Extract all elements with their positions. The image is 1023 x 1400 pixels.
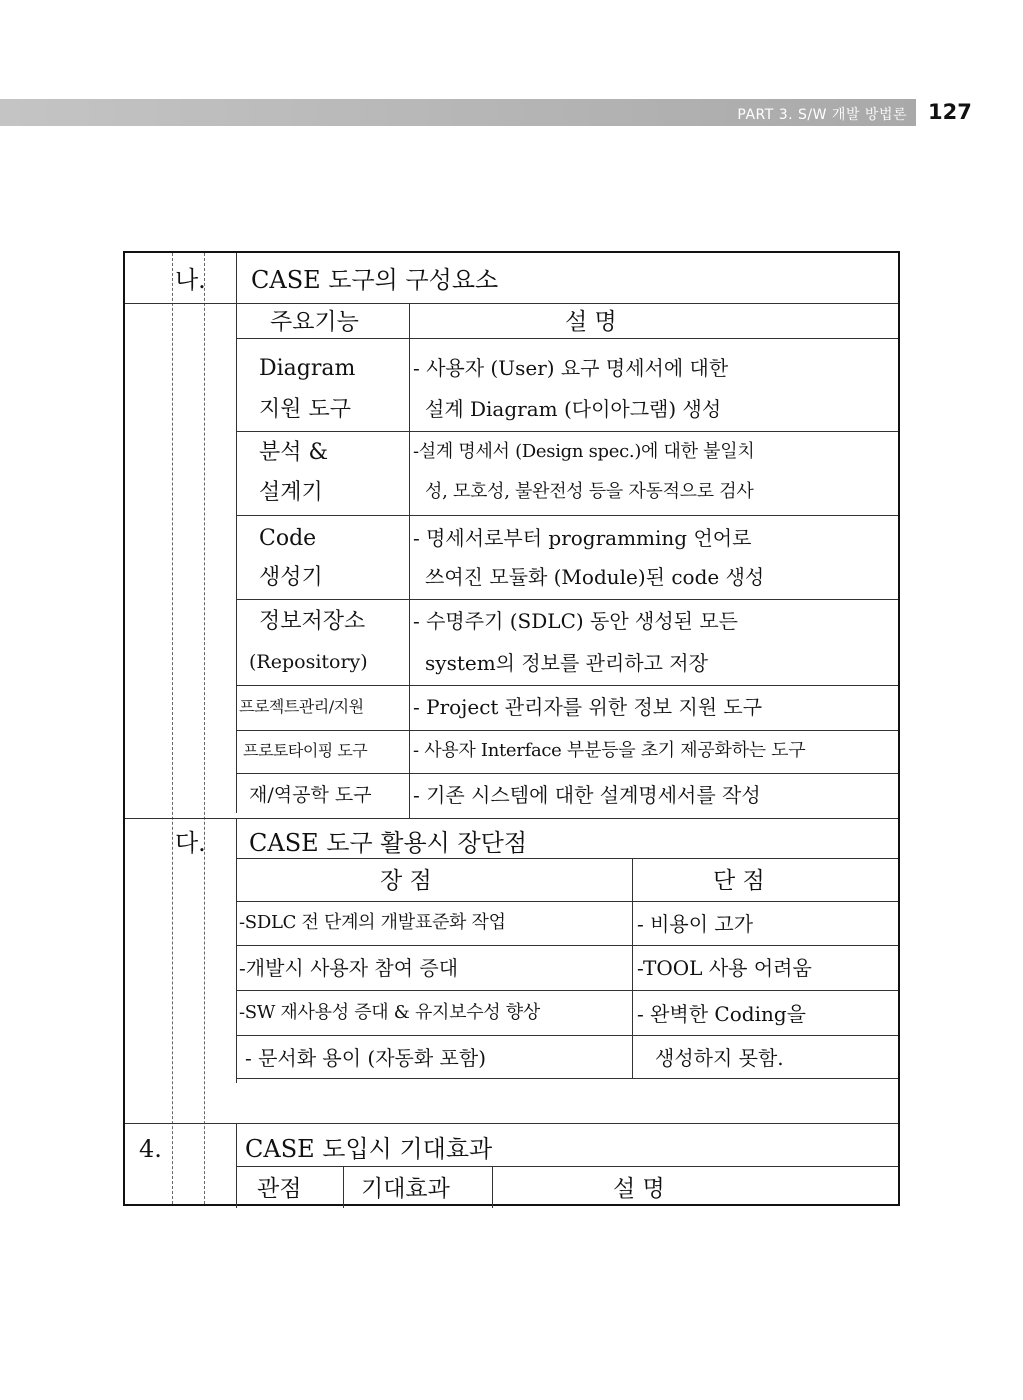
function-cell: 생성기 [259,565,323,590]
function-cell: 프로토타이핑 도구 [243,741,368,760]
notebook-page [123,251,900,1206]
table-line [236,773,898,774]
cons-item: - 완벽한 Coding을 [637,1002,806,1026]
column-header: 주요기능 [270,309,359,335]
margin-line [204,253,205,1204]
column-header: 기대효과 [361,1176,450,1202]
ruled-line [125,303,898,304]
table-line [236,1078,898,1079]
section-number: 나. [175,266,206,294]
column-header: 관점 [257,1176,302,1202]
table-line [236,1123,237,1208]
function-cell: Code [259,526,317,551]
cons-item: - 비용이 고가 [637,912,754,936]
table-line [236,431,898,432]
table-line [236,515,898,516]
function-cell: 정보저장소 [259,609,366,634]
column-header: 설 명 [565,309,617,335]
function-cell: 프로젝트관리/지원 [239,697,364,716]
table-line [236,338,898,339]
section-title: CASE 도입시 기대효과 [245,1135,493,1163]
table-line [236,818,237,1083]
description-cell: -설계 명세서 (Design spec.)에 대한 불일치 [413,441,755,462]
section-number: 4. [139,1135,162,1163]
margin-line [172,253,173,1204]
function-cell: Diagram [259,356,356,381]
pros-item: -SDLC 전 단계의 개발표준화 작업 [239,912,506,933]
header-title: PART 3. S/W 개발 방법론 [737,107,907,123]
table-line [236,990,898,991]
description-cell: - Project 관리자를 위한 정보 지원 도구 [413,695,763,719]
table-line [236,901,898,902]
table-line [343,1166,344,1208]
function-cell: (Repository) [249,651,368,673]
pros-item: -개발시 사용자 참여 증대 [239,956,459,980]
table-line [492,1166,493,1208]
table-line [236,730,898,731]
column-header: 장 점 [380,868,432,894]
description-cell: 설계 Diagram (다이아그램) 생성 [425,397,722,421]
description-cell: - 수명주기 (SDLC) 동안 생성된 모든 [413,609,738,633]
table-line [632,858,633,1078]
table-line [236,253,237,813]
table-line [236,945,898,946]
section-title: CASE 도구의 구성요소 [251,266,499,294]
description-cell: - 사용자 Interface 부분등을 초기 제공화하는 도구 [413,740,806,761]
column-header: 단 점 [713,868,765,894]
description-cell: 쓰여진 모듈화 (Module)된 code 생성 [425,565,765,589]
description-cell: system의 정보를 관리하고 저장 [425,651,708,675]
pros-item: - 문서화 용이 (자동화 포함) [245,1046,486,1070]
table-line [236,599,898,600]
table-line [236,1166,898,1167]
description-cell: - 명세서로부터 programming 언어로 [413,526,752,550]
page-number: 127 [928,100,972,124]
description-cell: 성, 모호성, 불완전성 등을 자동적으로 검사 [425,481,754,502]
description-cell: - 기존 시스템에 대한 설계명세서를 작성 [413,783,761,807]
section-number: 다. [175,829,206,857]
table-line [236,858,898,859]
function-cell: 설계기 [259,480,323,505]
table-line [236,1035,898,1036]
cons-item: -TOOL 사용 어려움 [637,956,812,980]
function-cell: 재/역공학 도구 [249,784,372,806]
description-cell: - 사용자 (User) 요구 명세서에 대한 [413,356,729,380]
ruled-line [125,1123,898,1124]
column-header: 설 명 [613,1176,665,1202]
table-line [409,303,410,818]
section-title: CASE 도구 활용시 장단점 [249,829,528,857]
table-line [236,685,898,686]
function-cell: 지원 도구 [259,397,352,422]
function-cell: 분석 & [259,440,329,465]
cons-item: 생성하지 못함. [655,1046,784,1070]
ruled-line [125,818,898,819]
pros-item: -SW 재사용성 증대 & 유지보수성 향상 [239,1002,540,1023]
